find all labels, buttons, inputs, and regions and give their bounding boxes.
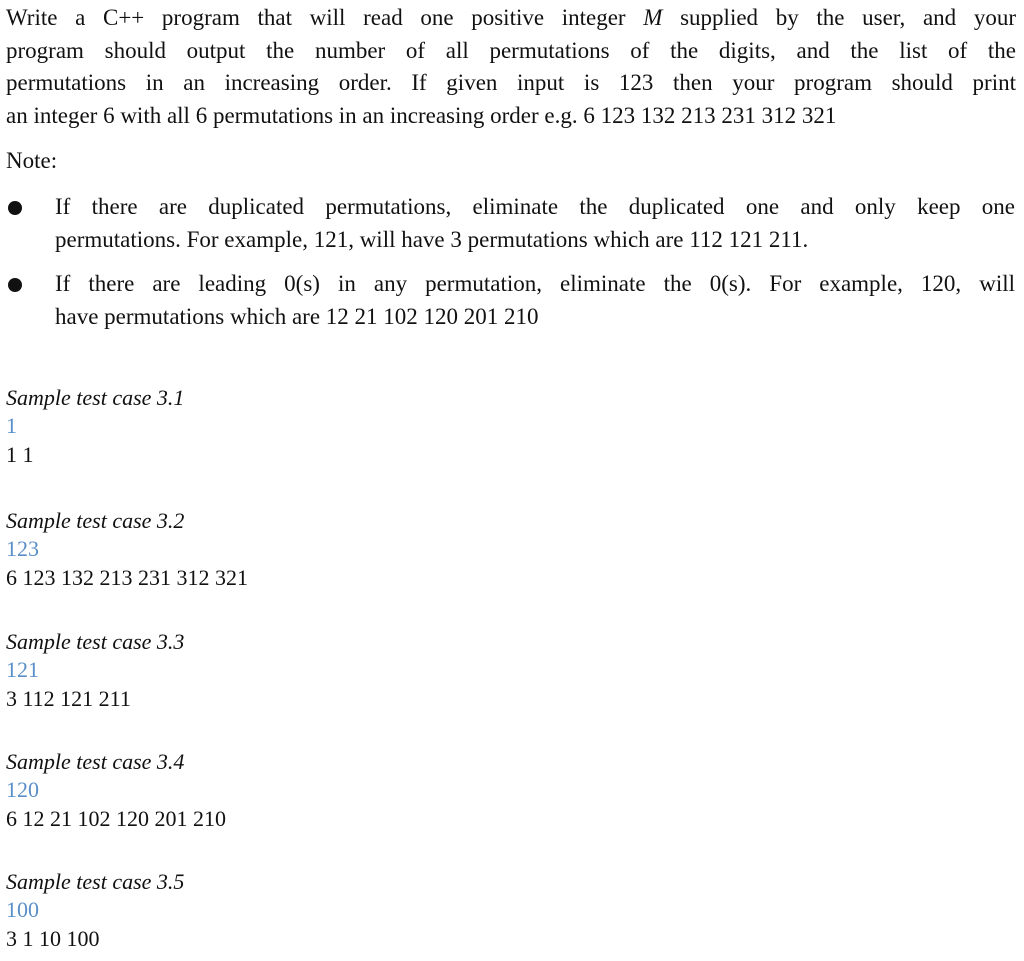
variable-m: M [643,5,663,30]
test-case-input: 100 [6,897,39,922]
problem-statement [6,2,1016,132]
test-case-title: Sample test case 3.5 [6,869,185,894]
bullet-text [55,190,1015,256]
bullet-line: have permutations which are 12 21 102 120 201 210 [55,304,539,329]
bullet-dot-icon [8,201,22,215]
problem-line-1 [6,2,1016,35]
test-case [6,629,184,712]
test-case-title: Sample test case 3.2 [6,508,185,533]
test-case [6,385,184,468]
problem-text: supplied by the user, and your [662,5,1016,30]
problem-line-2: program should output the number of all permutations of the digits, and the list of the [6,37,1016,63]
bullet-line: If there are duplicated permutations, eliminate the duplicated one and only keep one [55,194,1015,219]
test-case-input: 121 [6,657,39,682]
bullet-line: permutations. For example, 121, will have 3 permutations which are 112 121 211. [55,227,809,252]
test-case-input: 120 [6,777,39,802]
test-case [6,869,184,952]
test-case-title: Sample test case 3.1 [6,385,185,410]
test-case-output: 1 1 [6,442,34,467]
test-case-output: 6 123 132 213 231 312 321 [6,565,248,590]
test-case-input: 123 [6,536,39,561]
problem-line-3: permutations in an increasing order. If given input is 123 then your program should print [6,70,1016,95]
test-case-output: 3 1 10 100 [6,926,100,951]
test-case [6,508,248,591]
note-label: Note: [6,148,58,173]
problem-text: Write a C++ program that will read one positive integer [6,5,644,30]
test-case [6,749,226,832]
bullet-dot-icon [8,278,22,292]
test-case-output: 6 12 21 102 120 201 210 [6,806,226,831]
bullet-line: If there are leading 0(s) in any permutation, eliminate the 0(s). For example, 120, will [55,271,1015,296]
test-case-title: Sample test case 3.3 [6,629,185,654]
test-case-output: 3 112 121 211 [6,686,131,711]
problem-line-4: an integer 6 with all 6 permutations in an increasing order e.g. 6 123 132 213 231 312 321 [6,102,837,128]
test-case-title: Sample test case 3.4 [6,749,185,774]
test-case-input: 1 [6,413,17,438]
bullet-text [55,267,1015,333]
